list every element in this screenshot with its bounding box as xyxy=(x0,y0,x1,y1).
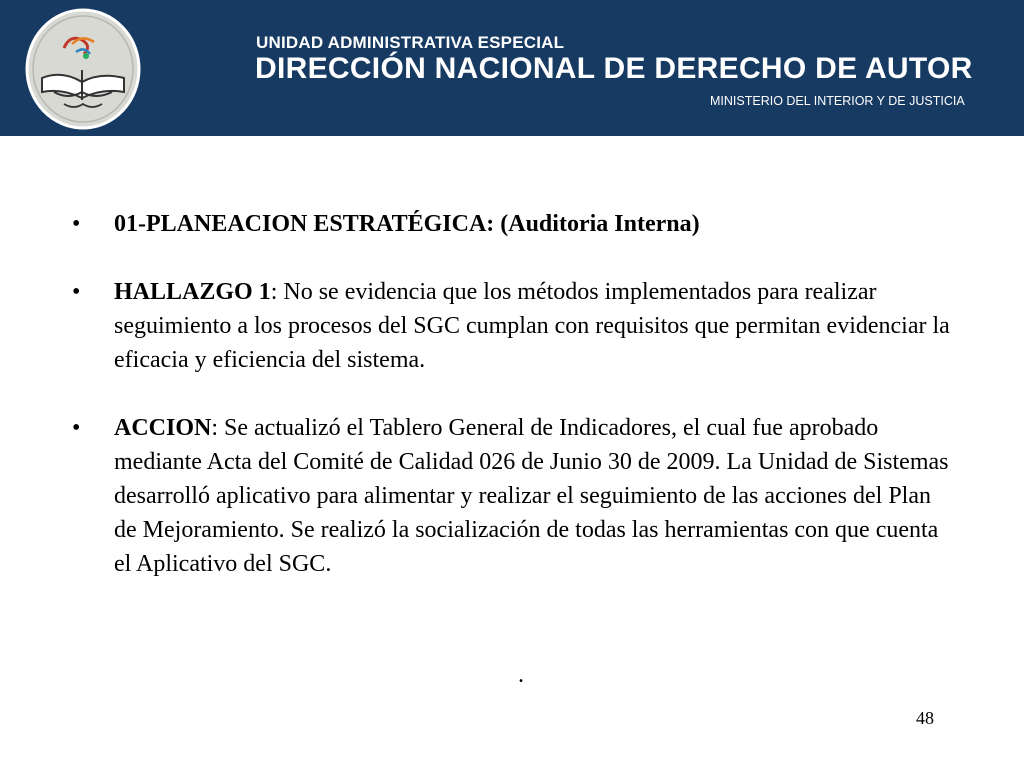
header-banner xyxy=(0,0,1024,136)
bullet-heading: ACCION xyxy=(114,415,212,441)
bullet-text: : No se evidencia que los métodos implementados para realizar seguimiento a los procesos del SGC cumplan con requisitos que permitan evidenciar la eficacia y eficiencia del sistema. xyxy=(114,279,950,373)
copyright-office-logo xyxy=(24,8,142,130)
trailing-dot: . xyxy=(518,662,524,688)
bullet-text: : Se actualizó el Tablero General de Indicadores, el cual fue aprobado mediante Acta del Comité de Calidad 026 de Junio 30 de 2009. La Unidad de Sistemas desarrolló aplicativo para alimentar y realizar el seguimiento de las acciones del Plan de Mejoramiento. Se realizó la socialización de todas las herramientas con que cuenta el Aplicativo del SGC. xyxy=(114,415,949,577)
org-subtitle: MINISTERIO DEL INTERIOR Y DE JUSTICIA xyxy=(710,94,965,108)
bullet-icon: • xyxy=(72,415,81,441)
bullet-heading: 01-PLANEACION ESTRATÉGICA: (Auditoria Interna) xyxy=(114,211,700,237)
org-main-title: DIRECCIÓN NACIONAL DE DERECHO DE AUTOR xyxy=(255,52,973,85)
bullet-item-hallazgo xyxy=(72,275,952,377)
bullet-item-accion xyxy=(72,411,952,581)
page-number: 48 xyxy=(916,708,934,728)
org-top-title: UNIDAD ADMINISTRATIVA ESPECIAL xyxy=(256,33,565,52)
slide-body xyxy=(72,207,952,615)
bullet-icon: • xyxy=(72,211,81,237)
bullet-icon: • xyxy=(72,279,81,305)
bullet-item-planeacion xyxy=(72,207,952,241)
bullet-heading: HALLAZGO 1 xyxy=(114,279,271,305)
